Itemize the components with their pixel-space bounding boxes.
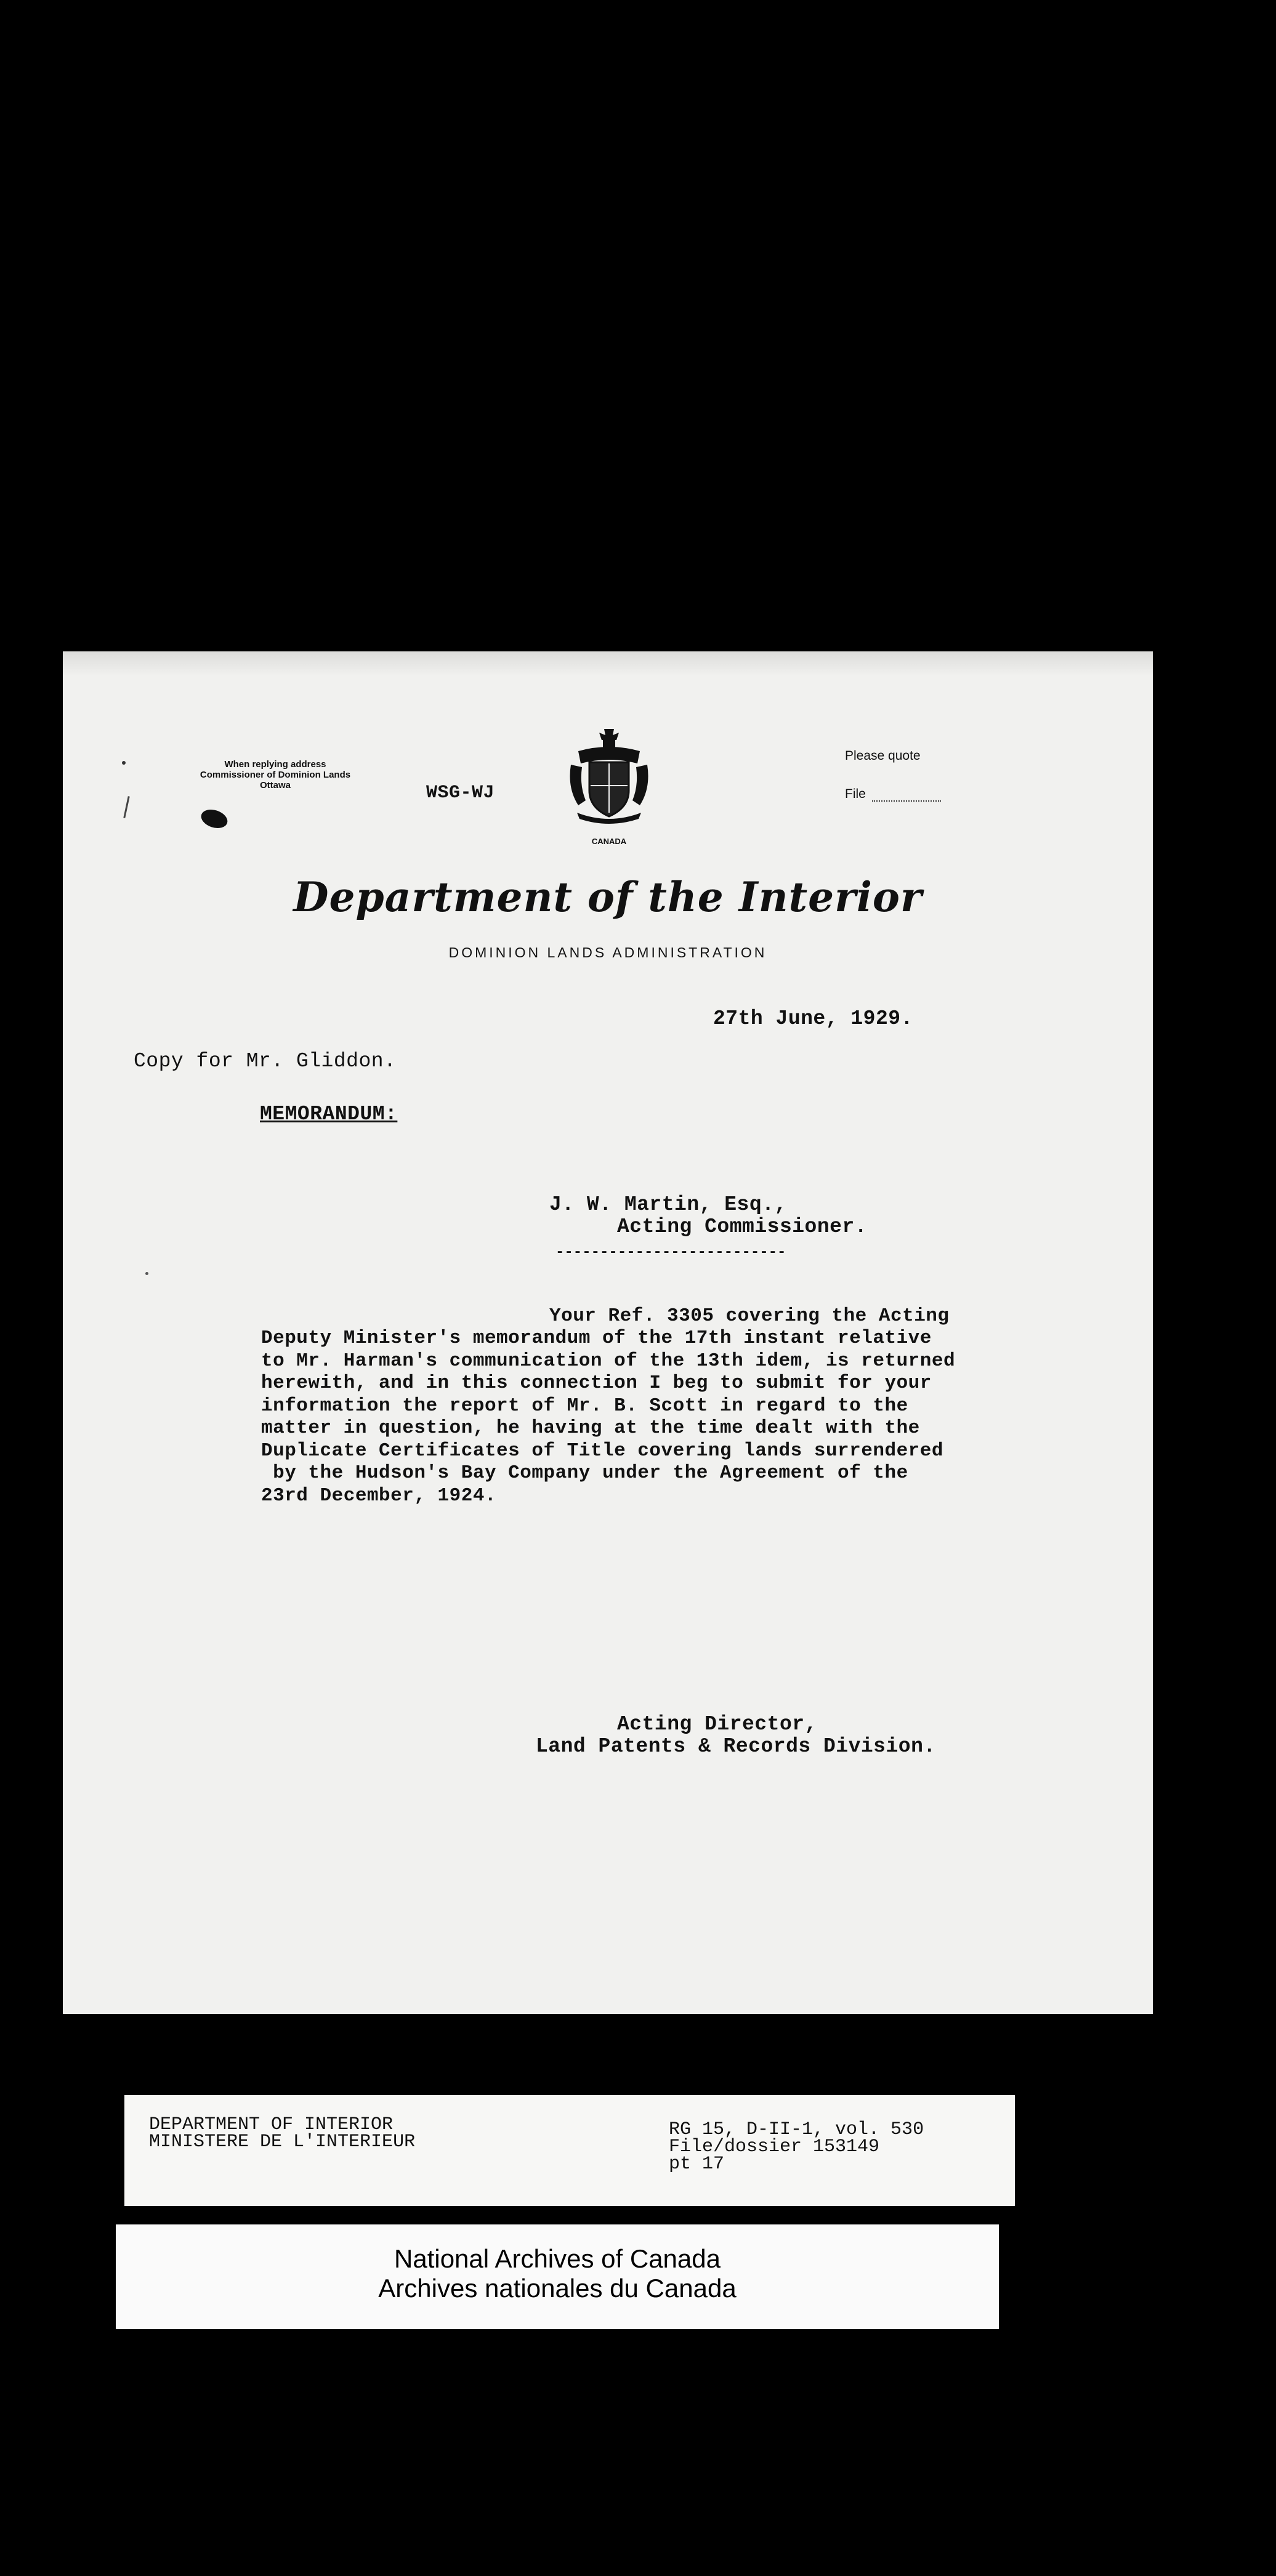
- body-line-1: Your Ref. 3305 covering the Acting: [549, 1305, 950, 1327]
- body-line-4: herewith, and in this connection I beg to submit for your: [261, 1372, 932, 1394]
- addressee-underline: --------------------------: [555, 1244, 786, 1261]
- crest-label: CANADA: [591, 837, 627, 846]
- speck: [145, 1272, 148, 1275]
- body-line-9: 23rd December, 1924.: [261, 1485, 497, 1507]
- department-title: Department of the Interior: [293, 873, 923, 921]
- body-line-8: by the Hudson's Bay Company under the Agreement of the: [261, 1462, 908, 1484]
- department-subtitle: DOMINION LANDS ADMINISTRATION: [448, 944, 767, 960]
- file-field: [845, 787, 941, 802]
- archives-name-fr: Archives nationales du Canada: [378, 2274, 737, 2303]
- reply-line-2: Commissioner of Dominion Lands: [200, 770, 351, 780]
- archives-name-en: National Archives of Canada: [394, 2244, 721, 2273]
- reply-line-3: Ottawa: [259, 780, 291, 791]
- archive-reference-tag: [124, 2095, 1015, 2206]
- file-blank-line: [872, 792, 941, 802]
- ink-blot: [199, 807, 230, 831]
- ink-dot: [122, 761, 126, 765]
- tag-part: pt 17: [669, 2154, 725, 2175]
- canada-crest-icon: [566, 727, 652, 825]
- signature-division: Land Patents & Records Division.: [536, 1735, 936, 1758]
- file-label: File: [845, 787, 866, 801]
- document-page: [63, 651, 1153, 2014]
- body-line-6: matter in question, he having at the time dealt with the: [261, 1417, 920, 1439]
- tag-department-fr: MINISTERE DE L'INTERIEUR: [149, 2131, 416, 2152]
- tag-department-en: DEPARTMENT OF INTERIOR: [149, 2114, 394, 2135]
- tag-file-number: File/dossier 153149: [669, 2136, 880, 2157]
- letter-date: 27th June, 1929.: [713, 1007, 913, 1030]
- reply-line-1: When replying address: [224, 759, 326, 770]
- copy-note: Copy for Mr. Gliddon.: [134, 1050, 397, 1073]
- signature-title: Acting Director,: [617, 1713, 817, 1736]
- addressee-line-1: J. W. Martin, Esq.,: [549, 1193, 787, 1216]
- addressee-line-2: Acting Commissioner.: [617, 1215, 868, 1238]
- reply-instructions: [186, 759, 365, 791]
- body-line-7: Duplicate Certificates of Title covering lands surrendered: [261, 1440, 943, 1462]
- body-line-3: to Mr. Harman's communication of the 13th idem, is returned: [261, 1350, 956, 1372]
- archives-label: [116, 2224, 999, 2329]
- body-line-2: Deputy Minister's memorandum of the 17th instant relative: [261, 1327, 932, 1349]
- please-quote-label: Please quote: [845, 749, 921, 763]
- body-line-5: information the report of Mr. B. Scott in regard to the: [261, 1395, 908, 1417]
- ink-mark: [123, 796, 129, 818]
- tag-record-group: RG 15, D-II-1, vol. 530: [669, 2119, 924, 2140]
- memo-heading: MEMORANDUM:: [260, 1103, 398, 1125]
- reference-initials: WSG-WJ: [426, 783, 495, 803]
